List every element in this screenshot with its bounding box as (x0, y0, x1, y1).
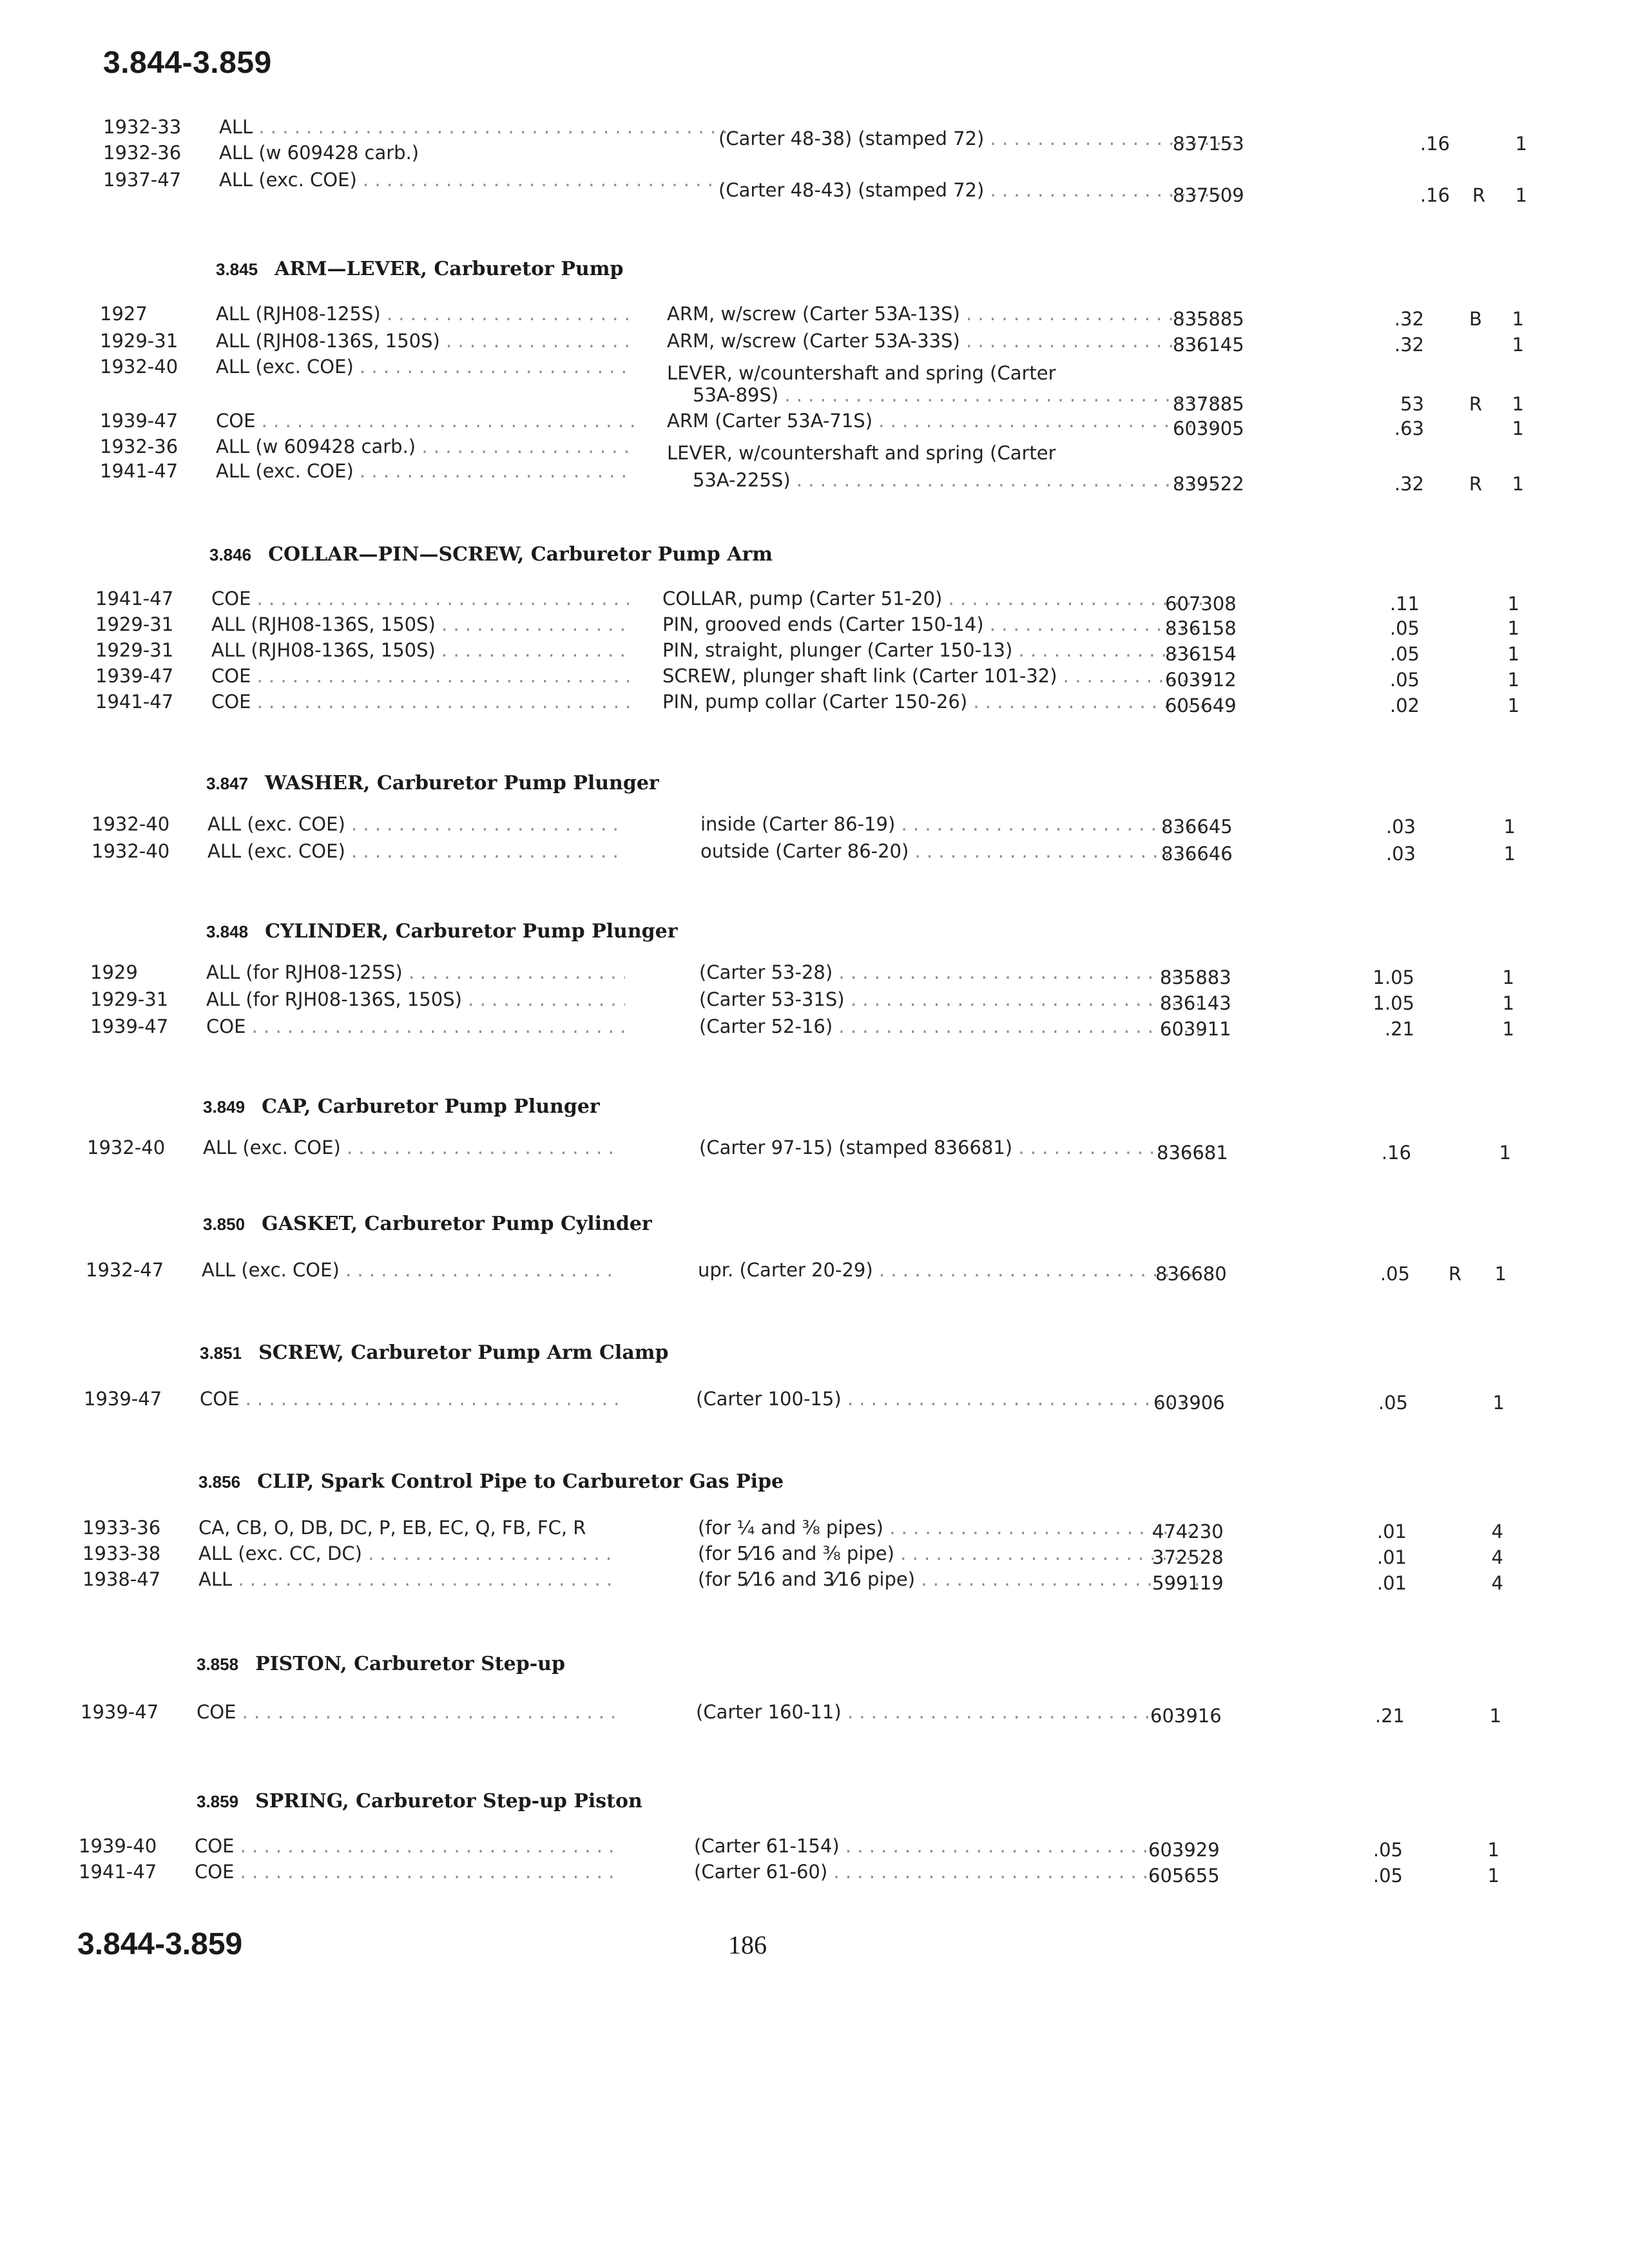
model-cell: COE . . . (197, 1701, 615, 1723)
year-cell: 1941-47 (100, 460, 178, 482)
part-number-cell: 474230 (1152, 1521, 1224, 1542)
model-cell: ALL (for RJH08-136S, 150S) . . . (206, 988, 625, 1010)
quantity-cell: 1 (1503, 843, 1516, 865)
quantity-cell: 1 (1502, 992, 1514, 1014)
part-number-cell: 836143 (1160, 992, 1231, 1014)
section-number: 3.858 (197, 1655, 239, 1674)
model-cell: ALL (RJH08-125S) . . . (216, 303, 635, 325)
quantity-cell: 1 (1502, 966, 1514, 988)
description-cell: (Carter 61-154) . . . (694, 1835, 1197, 1857)
year-cell: 1927 (100, 303, 148, 325)
year-cell: 1939-40 (79, 1835, 157, 1857)
model-cell: ALL (exc. COE) . . . (216, 460, 635, 482)
model-cell: CA, CB, O, DB, DC, P, EB, EC, Q, FB, FC, R (198, 1517, 586, 1539)
part-number-cell: 603912 (1165, 669, 1237, 691)
description-cell: LEVER, w/countershaft and spring (Carter (667, 362, 1056, 384)
quantity-cell: 1 (1512, 308, 1524, 330)
description-cell: ARM (Carter 53A-71S) . . . (667, 410, 1215, 432)
description-cell: COLLAR, pump (Carter 51-20) . . . (662, 588, 1210, 610)
part-number-cell: 603911 (1160, 1018, 1231, 1040)
description-cell: (Carter 53-31S) . . . (699, 988, 1202, 1010)
section-number: 3.846 (209, 545, 252, 564)
part-number-cell: 837509 (1173, 184, 1244, 206)
price-cell: .21 (1374, 1705, 1405, 1727)
part-number-cell: 836645 (1161, 816, 1233, 838)
year-cell: 1933-38 (82, 1542, 161, 1564)
part-number-cell: 837885 (1173, 393, 1244, 415)
table-row (82, 1568, 1503, 1594)
model-cell: ALL (exc. COE) . . . (216, 356, 635, 378)
quantity-cell: 4 (1491, 1521, 1503, 1542)
year-cell: 1932-36 (100, 436, 178, 457)
year-cell: 1938-47 (82, 1568, 161, 1590)
section-title: CYLINDER, Carburetor Pump Plunger (265, 920, 678, 943)
quantity-cell: 1 (1512, 334, 1524, 356)
table-row (100, 460, 1524, 495)
price-cell: .03 (1385, 816, 1416, 838)
price-cell: .16 (1420, 184, 1450, 206)
page-footer-code: 3.844-3.859 (77, 1927, 243, 1961)
section-number: 3.851 (200, 1343, 242, 1363)
year-cell: 1932-47 (86, 1259, 164, 1281)
section-title: SCREW, Carburetor Pump Arm Clamp (258, 1341, 669, 1364)
part-number-cell: 372528 (1152, 1546, 1224, 1568)
price-cell: .16 (1381, 1142, 1411, 1164)
price-cell: 1.05 (1373, 992, 1414, 1014)
section-title: CLIP, Spark Control Pipe to Carburetor Gas Pipe (257, 1470, 784, 1493)
part-number-cell: 603916 (1150, 1705, 1222, 1727)
price-cell: .32 (1394, 334, 1424, 356)
table-row (100, 330, 1524, 356)
price-cell: 53 (1400, 393, 1424, 415)
description-cell: 53A-89S) . . . (693, 384, 1221, 406)
part-number-cell: 836158 (1165, 617, 1237, 639)
quantity-cell: 1 (1507, 695, 1519, 716)
year-cell: 1932-40 (87, 1137, 166, 1158)
flag-cell: R (1469, 473, 1483, 495)
model-cell: ALL (for RJH08-125S) . . . (206, 961, 625, 983)
model-cell: ALL (exc. COE) . . . (203, 1137, 622, 1158)
price-cell: .32 (1394, 473, 1424, 495)
price-cell: .01 (1376, 1546, 1407, 1568)
description-cell: (for ¼ and ⅜ pipes) . . . (698, 1517, 1200, 1539)
model-cell: ALL . . . (198, 1568, 617, 1590)
quantity-cell: 1 (1499, 1142, 1511, 1164)
year-cell: 1932-33 (103, 116, 182, 138)
year-cell: 1932-40 (100, 356, 178, 378)
flag-cell: R (1469, 393, 1483, 415)
description-cell: upr. (Carter 20-29) . . . (698, 1259, 1200, 1281)
quantity-cell: 1 (1487, 1839, 1499, 1861)
quantity-cell: 1 (1502, 1018, 1514, 1040)
year-cell: 1939-47 (100, 410, 178, 432)
description-cell: PIN, grooved ends (Carter 150-14) . . . (662, 613, 1210, 635)
part-number-cell: 605655 (1148, 1865, 1220, 1887)
section-heading (206, 772, 659, 794)
table-row (95, 665, 1519, 691)
section-heading (203, 1095, 600, 1118)
table-row (100, 436, 1460, 464)
price-cell: .05 (1389, 617, 1420, 639)
section-heading (206, 920, 678, 943)
table-row (90, 988, 1514, 1014)
description-cell: (Carter 52-16) . . . (699, 1015, 1202, 1037)
part-number-cell: 603929 (1148, 1839, 1220, 1861)
model-cell: COE . . . (200, 1388, 619, 1410)
model-cell: ALL (exc. COE) . . . (207, 840, 626, 862)
year-cell: 1939-47 (95, 665, 174, 687)
section-heading (197, 1790, 642, 1812)
price-cell: .16 (1420, 133, 1450, 155)
model-cell: COE . . . (206, 1015, 625, 1037)
model-cell: COE . . . (211, 588, 630, 610)
description-cell: PIN, straight, plunger (Carter 150-13) . . . (662, 639, 1210, 661)
part-number-cell: 839522 (1173, 473, 1244, 495)
table-row (100, 356, 1460, 384)
part-number-cell: 837153 (1173, 133, 1244, 155)
table-row (95, 691, 1519, 716)
year-cell: 1939-47 (84, 1388, 162, 1410)
part-number-cell: 605649 (1165, 695, 1237, 716)
year-cell: 1932-40 (92, 813, 170, 835)
quantity-cell: 1 (1507, 669, 1519, 691)
quantity-cell: 1 (1503, 816, 1516, 838)
year-cell: 1939-47 (81, 1701, 159, 1723)
description-cell: (for 5⁄16 and 3⁄16 pipe) . . . (698, 1568, 1200, 1590)
flag-cell: B (1469, 308, 1482, 330)
table-row (100, 384, 1524, 415)
section-title: ARM—LEVER, Carburetor Pump (275, 258, 624, 280)
model-cell: ALL (exc. COE) . . . (202, 1259, 621, 1281)
table-row (95, 639, 1519, 665)
model-cell: ALL (RJH08-136S, 150S) . . . (211, 639, 630, 661)
model-cell: ALL (RJH08-136S, 150S) . . . (211, 613, 630, 635)
model-cell: COE . . . (195, 1861, 613, 1883)
quantity-cell: 1 (1512, 418, 1524, 439)
table-row (100, 410, 1524, 439)
year-cell: 1932-36 (103, 142, 182, 164)
section-heading (216, 258, 623, 280)
quantity-cell: 1 (1492, 1392, 1505, 1414)
price-cell: .05 (1389, 643, 1420, 665)
flag-cell: R (1448, 1263, 1462, 1285)
table-row (92, 840, 1516, 866)
description-cell: ARM, w/screw (Carter 53A-33S) . . . (667, 330, 1215, 352)
model-cell: ALL (RJH08-136S, 150S) . . . (216, 330, 635, 352)
description-cell: (Carter 97-15) (stamped 836681) . . . (699, 1137, 1202, 1158)
description-cell: PIN, pump collar (Carter 150-26) . . . (662, 691, 1210, 713)
price-cell: .05 (1378, 1392, 1408, 1414)
table-row (90, 1015, 1514, 1041)
part-number-cell: 607308 (1165, 593, 1237, 615)
quantity-cell: 4 (1491, 1546, 1503, 1568)
price-cell: .11 (1389, 593, 1420, 615)
price-cell: .63 (1394, 418, 1424, 439)
model-cell: ALL . . . (219, 116, 728, 138)
price-cell: .01 (1376, 1572, 1407, 1594)
section-title: COLLAR—PIN—SCREW, Carburetor Pump Arm (268, 543, 773, 566)
part-number-cell: 835883 (1160, 966, 1231, 988)
price-cell: .01 (1376, 1521, 1407, 1542)
year-cell: 1929-31 (95, 639, 174, 661)
quantity-cell: 1 (1494, 1263, 1507, 1285)
description-cell: (Carter 48-43) (stamped 72) . . . (718, 179, 1234, 201)
model-cell: COE . . . (216, 410, 635, 432)
model-cell: COE . . . (211, 691, 630, 713)
year-cell: 1941-47 (79, 1861, 157, 1883)
price-cell: .03 (1385, 843, 1416, 865)
model-cell: COE . . . (195, 1835, 613, 1857)
part-number-cell: 836154 (1165, 643, 1237, 665)
section-title: SPRING, Carburetor Step-up Piston (255, 1790, 642, 1812)
description-cell: inside (Carter 86-19) . . . (700, 813, 1203, 835)
section-title: GASKET, Carburetor Pump Cylinder (262, 1213, 652, 1235)
year-cell: 1941-47 (95, 588, 174, 610)
section-number: 3.848 (206, 922, 249, 941)
table-row (82, 1542, 1503, 1568)
table-row (81, 1701, 1501, 1727)
quantity-cell: 1 (1515, 133, 1527, 155)
description-cell: (Carter 61-60) . . . (694, 1861, 1197, 1883)
part-number-cell: 836680 (1155, 1263, 1227, 1285)
year-cell: 1932-40 (92, 840, 170, 862)
quantity-cell: 1 (1507, 593, 1519, 615)
description-cell: 53A-225S) . . . (693, 469, 1221, 491)
section-number: 3.856 (198, 1472, 241, 1492)
description-cell: (Carter 48-38) (stamped 72) . . . (718, 128, 1234, 149)
quantity-cell: 1 (1489, 1705, 1501, 1727)
quantity-cell: 1 (1515, 184, 1527, 206)
table-row (103, 169, 1527, 206)
year-cell: 1929-31 (90, 988, 169, 1010)
quantity-cell: 1 (1487, 1865, 1499, 1887)
table-row (95, 613, 1519, 639)
model-cell: ALL (w 609428 carb.) (219, 142, 419, 164)
section-number: 3.847 (206, 774, 249, 793)
model-cell: COE . . . (211, 665, 630, 687)
table-row (90, 961, 1514, 988)
page-header-code: 3.844-3.859 (103, 46, 272, 80)
flag-cell: R (1472, 184, 1486, 206)
description-cell: (Carter 160-11) . . . (696, 1701, 1199, 1723)
table-row (103, 142, 1456, 168)
quantity-cell: 1 (1512, 473, 1524, 495)
section-number: 3.859 (197, 1792, 239, 1811)
quantity-cell: 1 (1507, 617, 1519, 639)
price-cell: .05 (1373, 1839, 1403, 1861)
table-row (87, 1137, 1511, 1164)
quantity-cell: 1 (1512, 393, 1524, 415)
year-cell: 1929-31 (100, 330, 178, 352)
section-heading (198, 1470, 784, 1493)
part-number-cell: 836681 (1157, 1142, 1228, 1164)
section-heading (209, 543, 773, 566)
section-number: 3.845 (216, 260, 258, 279)
table-row (92, 813, 1516, 839)
section-title: CAP, Carburetor Pump Plunger (262, 1095, 600, 1118)
price-cell: .05 (1389, 669, 1420, 691)
price-cell: .21 (1384, 1018, 1414, 1040)
section-heading (200, 1341, 668, 1364)
page-number: 186 (728, 1930, 767, 1959)
part-number-cell: 836145 (1173, 334, 1244, 356)
year-cell: 1929-31 (95, 613, 174, 635)
model-cell: ALL (exc. COE) . . . (219, 169, 728, 191)
part-number-cell: 599119 (1152, 1572, 1224, 1594)
table-row (95, 588, 1519, 615)
description-cell: (for 5⁄16 and ⅜ pipe) . . . (698, 1542, 1200, 1564)
part-number-cell: 836646 (1161, 843, 1233, 865)
description-cell: outside (Carter 86-20) . . . (700, 840, 1203, 862)
table-row (79, 1861, 1499, 1887)
part-number-cell: 603905 (1173, 418, 1244, 439)
section-heading (203, 1213, 652, 1235)
price-cell: .05 (1380, 1263, 1410, 1285)
year-cell: 1937-47 (103, 169, 182, 191)
section-number: 3.850 (203, 1215, 246, 1234)
table-row (86, 1259, 1507, 1285)
description-cell: LEVER, w/countershaft and spring (Carter (667, 442, 1056, 464)
description-cell: ARM, w/screw (Carter 53A-13S) . . . (667, 303, 1215, 325)
table-row (82, 1517, 1503, 1542)
table-row (100, 303, 1524, 330)
part-number-cell: 835885 (1173, 308, 1244, 330)
price-cell: .02 (1389, 695, 1420, 716)
section-title: PISTON, Carburetor Step-up (255, 1653, 565, 1675)
description-cell: (Carter 53-28) . . . (699, 961, 1202, 983)
section-title: WASHER, Carburetor Pump Plunger (265, 772, 659, 794)
description-cell: (Carter 100-15) . . . (696, 1388, 1199, 1410)
price-cell: 1.05 (1373, 966, 1414, 988)
quantity-cell: 1 (1507, 643, 1519, 665)
year-cell: 1939-47 (90, 1015, 169, 1037)
part-number-cell: 603906 (1153, 1392, 1225, 1414)
table-row (84, 1388, 1505, 1414)
table-row (79, 1835, 1499, 1861)
model-cell: ALL (w 609428 carb.) . . . (216, 436, 635, 457)
year-cell: 1933-36 (82, 1517, 161, 1539)
quantity-cell: 4 (1491, 1572, 1503, 1594)
section-heading (197, 1653, 565, 1675)
section-number: 3.849 (203, 1097, 246, 1117)
year-cell: 1941-47 (95, 691, 174, 713)
price-cell: .32 (1394, 308, 1424, 330)
price-cell: .05 (1373, 1865, 1403, 1887)
model-cell: ALL (exc. CC, DC) . . . (198, 1542, 617, 1564)
model-cell: ALL (exc. COE) . . . (207, 813, 626, 835)
description-cell: SCREW, plunger shaft link (Carter 101-32) . . . (662, 665, 1210, 687)
year-cell: 1929 (90, 961, 138, 983)
